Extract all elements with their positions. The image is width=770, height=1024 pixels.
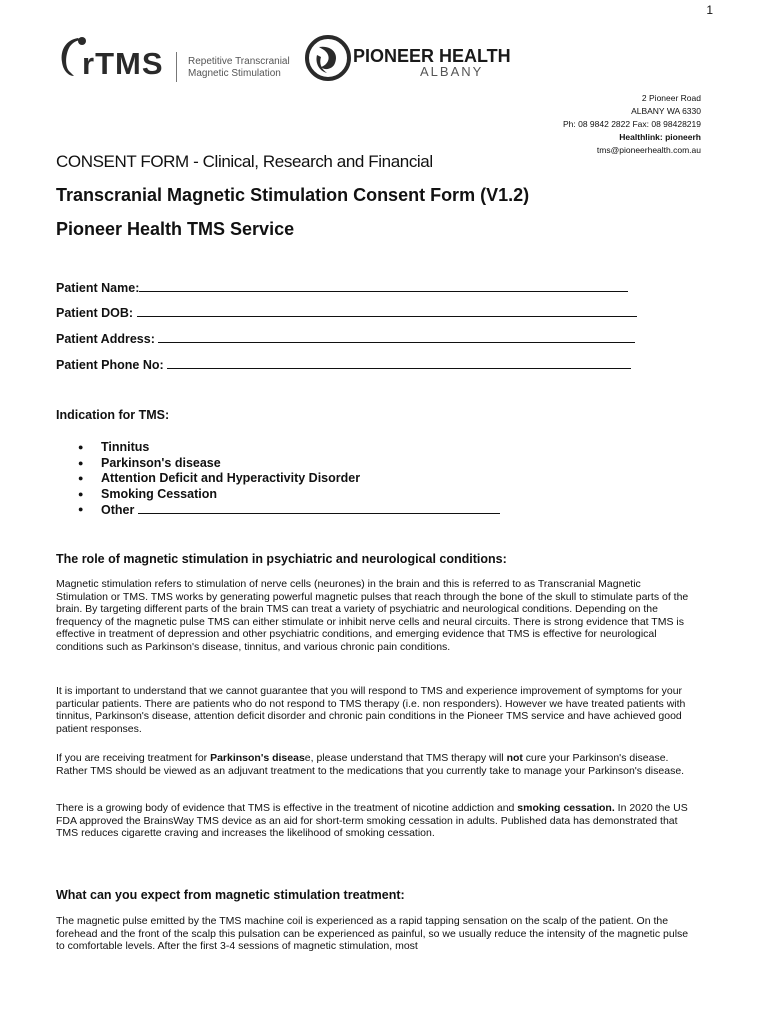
role-paragraph-3: If you are receiving treatment for Parkinson's disease, please understand that TMS therapy will not cure your Parkinson's disease. Rather TMS should be viewed as an adjuvant treatment to the medications that you currently take to manage your Parkinson's disease. bbox=[56, 752, 685, 777]
clinic-address: 2 Pioneer Road ALBANY WA 6330 Ph: 08 9842 2822 Fax: 08 98428219 Healthlink: pioneerh tms@pioneerhealth.com.au bbox=[562, 93, 701, 155]
expect-paragraph-1: The magnetic pulse emitted by the TMS machine coil is experienced as a rapid tapping sensation on the scalp of the patient. On the forehead and the front of the scalp this pulsation can be experienced as painful, so we usually reduce the intensity of the magnetic pulse to comfortable levels. After the first 3-4 sessions of magnetic stimulation, most bbox=[56, 915, 689, 953]
role-section-title: The role of magnetic stimulation in psychiatric and neurological conditions: bbox=[56, 552, 507, 566]
patient-name-label: Patient Name: bbox=[56, 281, 140, 295]
patient-address-blank[interactable] bbox=[158, 331, 635, 343]
list-item: ● Smoking Cessation bbox=[78, 487, 500, 503]
pioneer-health-logo-text: PIONEER HEALTH bbox=[353, 46, 511, 66]
other-indication-blank[interactable] bbox=[138, 502, 500, 514]
page-number: 1 bbox=[706, 3, 713, 17]
document-title: Transcranial Magnetic Stimulation Consent Form (V1.2) bbox=[56, 185, 530, 205]
indication-list bbox=[78, 440, 500, 519]
indication-title: Indication for TMS: bbox=[56, 408, 170, 422]
patient-dob-field bbox=[56, 305, 637, 320]
pioneer-health-logo-subtext: ALBANY bbox=[420, 64, 484, 79]
patient-dob-label: Patient DOB: bbox=[56, 306, 134, 320]
list-item: ● Attention Deficit and Hyperactivity Disorder bbox=[78, 471, 500, 487]
role-paragraph-4: There is a growing body of evidence that TMS is effective in the treatment of nicotine addiction and smoking cessation. In 2020 the US FDA approved the BrainsWay TMS device as an aid for short-term smoking cessation in adults. Published data has demonstrated that TMS reduces cigarette craving and increases the likelihood of smoking cessation. bbox=[56, 802, 688, 840]
expect-section-title: What can you expect from magnetic stimulation treatment: bbox=[56, 888, 405, 902]
rtms-logo-description: Repetitive Transcranial Magnetic Stimulation bbox=[188, 56, 290, 79]
list-item: ● Parkinson's disease bbox=[78, 456, 500, 472]
patient-address-field bbox=[56, 331, 635, 346]
patient-name-blank[interactable] bbox=[139, 280, 628, 292]
patient-dob-blank[interactable] bbox=[137, 305, 637, 317]
pioneer-health-logo-mark-icon bbox=[305, 35, 351, 81]
role-paragraph-1: Magnetic stimulation refers to stimulation of nerve cells (neurones) in the brain and this is referred to as Transcranial Magnetic Stimulation or TMS. TMS works by generating powerful magnetic pulses that reach through the bone of the skull to stimulate parts of the brain. By targeting different parts of the brain TMS can treat a variety of psychiatric and neurological conditions. Depending on the frequency of the magnetic pulse TMS can either stimulate or inhibit nerve cells and neural circuits. There is strong evidence that TMS is effective in treatment of depression and other psychiatric conditions, and emerging evidence that TMS is effective for neurological conditions such as Parkinson's disease, tinnitus, and various chronic pain conditions. bbox=[56, 578, 689, 653]
patient-phone-label: Patient Phone No: bbox=[56, 358, 164, 372]
form-type-heading: CONSENT FORM - Clinical, Research and Financial bbox=[56, 152, 433, 171]
list-item: ● Other bbox=[78, 502, 500, 519]
patient-phone-field bbox=[56, 357, 631, 372]
list-item: ● Tinnitus bbox=[78, 440, 500, 456]
rtms-logo-text: rTMS bbox=[82, 46, 164, 81]
logo-divider bbox=[176, 52, 177, 82]
document-subtitle: Pioneer Health TMS Service bbox=[56, 219, 295, 239]
patient-address-label: Patient Address: bbox=[56, 332, 155, 346]
patient-name-field bbox=[56, 280, 628, 295]
patient-phone-blank[interactable] bbox=[167, 357, 631, 369]
role-paragraph-2: It is important to understand that we cannot guarantee that you will respond to TMS and experience improvement of symptoms for your particular patients. There are patients who do not respond to TMS therapy (i.e. non responders). However we have treated patients with tinnitus, Parkinson's disease, attention deficit disorder and chronic pain conditions in the Pioneer TMS service and have achieved good patient responses. bbox=[56, 685, 686, 735]
